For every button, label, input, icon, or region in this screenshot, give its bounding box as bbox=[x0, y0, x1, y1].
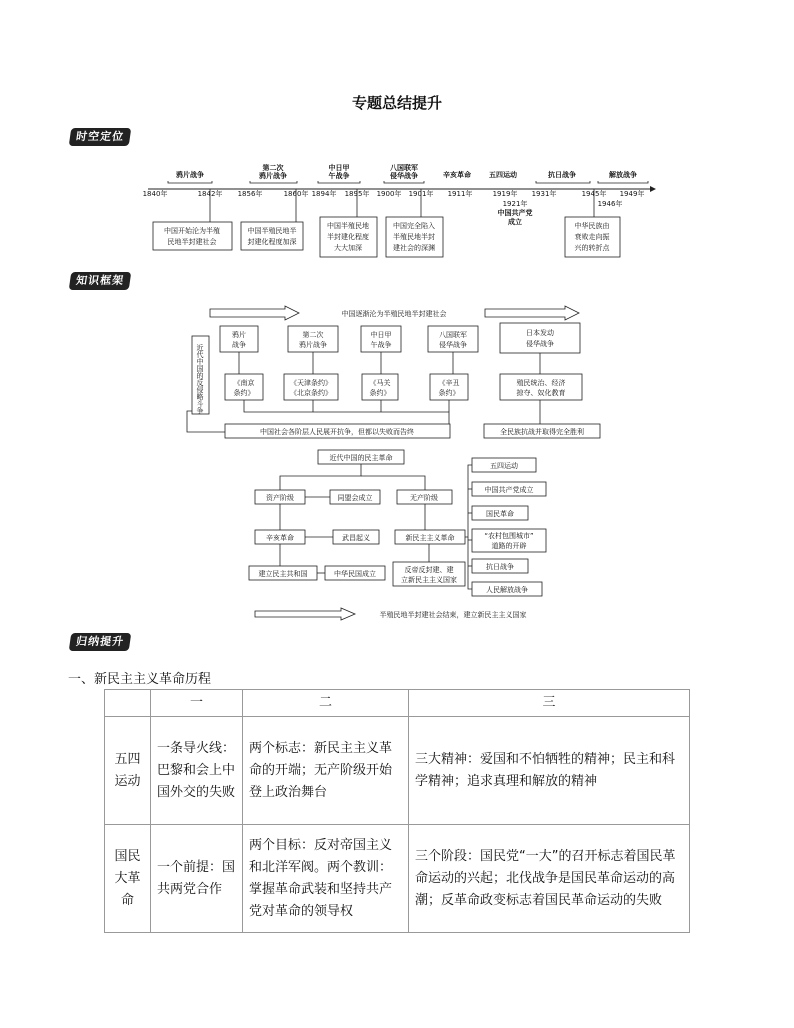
diagram-label: 1931年 bbox=[531, 190, 557, 198]
revolution-table bbox=[104, 689, 690, 933]
badge-framework: 知识框架 bbox=[69, 272, 132, 290]
diagram-label: 1894年 bbox=[311, 190, 337, 198]
diagram-label: 条约》 bbox=[438, 389, 460, 397]
top-banner: 中国逐渐沦为半殖民地半封建社会 bbox=[341, 310, 447, 318]
tl-event: 鸦片战争 bbox=[259, 172, 287, 180]
diagram-label: 中国社会各阶层人民展开抗争，但都以失败而告终 bbox=[260, 428, 414, 436]
table-cell: 三大精神：爱国和不怕牺牲的精神；民主和科学精神；追求真理和解放的精神 bbox=[409, 717, 690, 825]
diagram-label: 中国半殖民地半 bbox=[247, 227, 297, 235]
diagram-label: 全民族抗战并取得完全胜利 bbox=[500, 428, 584, 436]
diagram-label: 国民革命 bbox=[486, 510, 514, 518]
diagram-label: 条约》 bbox=[233, 389, 255, 397]
table-row bbox=[105, 825, 690, 933]
row-name: 五四运动 bbox=[105, 717, 151, 825]
table-cell: 两个标志：新民主主义革命的开端；无产阶级开始登上政治舞台 bbox=[243, 717, 409, 825]
diagram-label: 掠夺、奴化教育 bbox=[516, 389, 566, 397]
diagram-label: 半封建化程度 bbox=[327, 233, 369, 241]
diagram-label: 中日甲 bbox=[370, 331, 392, 339]
diagram-label: 1946年 bbox=[597, 200, 623, 208]
diagram-label: 1911年 bbox=[447, 190, 473, 198]
diagram-label: 资产阶级 bbox=[266, 494, 294, 502]
diagram-label: 1900年 bbox=[376, 190, 402, 198]
table-cell: 两个目标：反对帝国主义和北洋军阀。两个教训：掌握革命武装和坚持共产党对革命的领导权 bbox=[243, 825, 409, 933]
diagram-label: 建立民主共和国 bbox=[258, 570, 308, 578]
diagram-label: 侵华战争 bbox=[526, 340, 554, 348]
diagram-label: 1919年 bbox=[492, 190, 518, 198]
diagram-label: 八国联军 bbox=[439, 331, 467, 339]
page-title: 专题总结提升 bbox=[351, 94, 442, 112]
diagram-label: 《北京条约》 bbox=[290, 389, 332, 397]
table-cell: 三个阶段：国民党“一大”的召开标志着国民革命运动的兴起；北伐战争是国民革命运动的高潮；反革命政变标志着国民革命运动的失败 bbox=[409, 825, 690, 933]
diagram-label: 五四运动 bbox=[490, 462, 518, 470]
header-cell bbox=[105, 690, 151, 717]
diagram-label: 近代中国的民主革命 bbox=[329, 454, 393, 462]
diagram-label: 鸦片 bbox=[232, 331, 246, 339]
diagram-label: 中国完全陷入 bbox=[393, 222, 435, 230]
tl-event: 侵华战争 bbox=[390, 172, 418, 180]
diagram-label: 《辛丑 bbox=[438, 379, 460, 387]
diagram-label: 中华民国成立 bbox=[334, 570, 376, 578]
diagram-label: 无产阶级 bbox=[410, 494, 438, 502]
header-cell: 一 bbox=[151, 690, 243, 717]
diagram-label: 半殖民地半封 bbox=[393, 233, 435, 241]
diagram-label: 成立 bbox=[508, 218, 522, 226]
diagram-label: 新民主主义革命 bbox=[405, 534, 455, 542]
diagram-label: 立新民主主义国家 bbox=[401, 576, 457, 584]
tl-event: 鸦片战争 bbox=[176, 171, 204, 179]
diagram-label: 鸦片战争 bbox=[299, 341, 327, 349]
table-cell: 一个前提：国共两党合作 bbox=[151, 825, 243, 933]
diagram-label: 条约》 bbox=[369, 389, 391, 397]
diagram-label: 大大加深 bbox=[334, 244, 362, 252]
table-header-row bbox=[105, 690, 690, 717]
diagram-label: 中国开始沦为半殖 bbox=[164, 227, 220, 235]
diagram-label: 建社会的深渊 bbox=[393, 244, 435, 252]
diagram-label: 人民解放战争 bbox=[486, 586, 528, 594]
diagram-label: 1895年 bbox=[344, 190, 370, 198]
diagram-label: 中国共产党 bbox=[497, 209, 533, 217]
header-cell: 二 bbox=[243, 690, 409, 717]
tl-event: 解放战争 bbox=[609, 171, 637, 179]
diagram-label: 反帝反封建、建 bbox=[404, 566, 454, 574]
diagram-label: 1901年 bbox=[408, 190, 434, 198]
diagram-label: 中国共产党成立 bbox=[484, 486, 534, 494]
diagram-label: 《南京 bbox=[233, 379, 255, 387]
table-cell: 一条导火线：巴黎和会上中国外交的失败 bbox=[151, 717, 243, 825]
diagram-label: 同盟会成立 bbox=[337, 494, 373, 502]
side-label: 近代中国的反侵略斗争 bbox=[196, 344, 204, 414]
diagram-label: 1949年 bbox=[619, 190, 645, 198]
tl-event: 中日甲 bbox=[328, 164, 350, 172]
badge-timeline: 时空定位 bbox=[69, 128, 132, 146]
diagram-label: 1856年 bbox=[237, 190, 263, 198]
diagram-label: 1921年 bbox=[502, 200, 528, 208]
header-cell: 三 bbox=[409, 690, 690, 717]
tl-event: 午战争 bbox=[328, 172, 350, 180]
table-row bbox=[105, 717, 690, 825]
section-heading: 一、新民主主义革命历程 bbox=[68, 672, 212, 687]
diagram-label: 第二次 bbox=[302, 331, 324, 339]
diagram-label: 《天津条约》 bbox=[290, 379, 332, 387]
tl-event: 辛亥革命 bbox=[443, 171, 471, 179]
diagram-label: 抗日战争 bbox=[486, 563, 514, 571]
diagram-label: 中国半殖民地 bbox=[327, 222, 369, 230]
diagram-label: 道路的开辟 bbox=[491, 542, 527, 550]
diagram-label: 武昌起义 bbox=[342, 534, 370, 542]
row-name: 国民大革命 bbox=[105, 825, 151, 933]
diagram-label: “农村包围城市” bbox=[484, 532, 534, 540]
diagram-label: 1840年 bbox=[142, 190, 168, 198]
diagram-label: 1860年 bbox=[283, 190, 309, 198]
diagram-label: 中华民族由 bbox=[574, 222, 610, 230]
diagram-label: 民地半封建社会 bbox=[167, 238, 217, 246]
tl-event: 抗日战争 bbox=[548, 171, 576, 179]
tl-event: 第二次 bbox=[262, 164, 284, 172]
diagram-label: 午战争 bbox=[370, 341, 392, 349]
diagram-label: 殖民统治、经济 bbox=[516, 379, 566, 387]
diagram-label: 1842年 bbox=[197, 190, 223, 198]
diagram-label: 侵华战争 bbox=[439, 341, 467, 349]
diagram-label: 兴的转折点 bbox=[574, 244, 610, 252]
diagram-label: 封建化程度加深 bbox=[247, 238, 297, 246]
diagram-label: 衰败走向振 bbox=[574, 233, 610, 241]
diagram-label: 战争 bbox=[232, 341, 246, 349]
diagram-label: 辛亥革命 bbox=[266, 534, 294, 542]
tl-event: 八国联军 bbox=[390, 164, 418, 172]
bottom-banner: 半殖民地半封建社会结束，建立新民主主义国家 bbox=[379, 611, 527, 619]
tl-event: 五四运动 bbox=[489, 171, 517, 179]
diagram-label: 1945年 bbox=[581, 190, 607, 198]
badge-summary: 归纳提升 bbox=[69, 633, 132, 651]
diagram-label: 日本发动 bbox=[526, 329, 554, 337]
diagram-label: 《马关 bbox=[369, 379, 391, 387]
